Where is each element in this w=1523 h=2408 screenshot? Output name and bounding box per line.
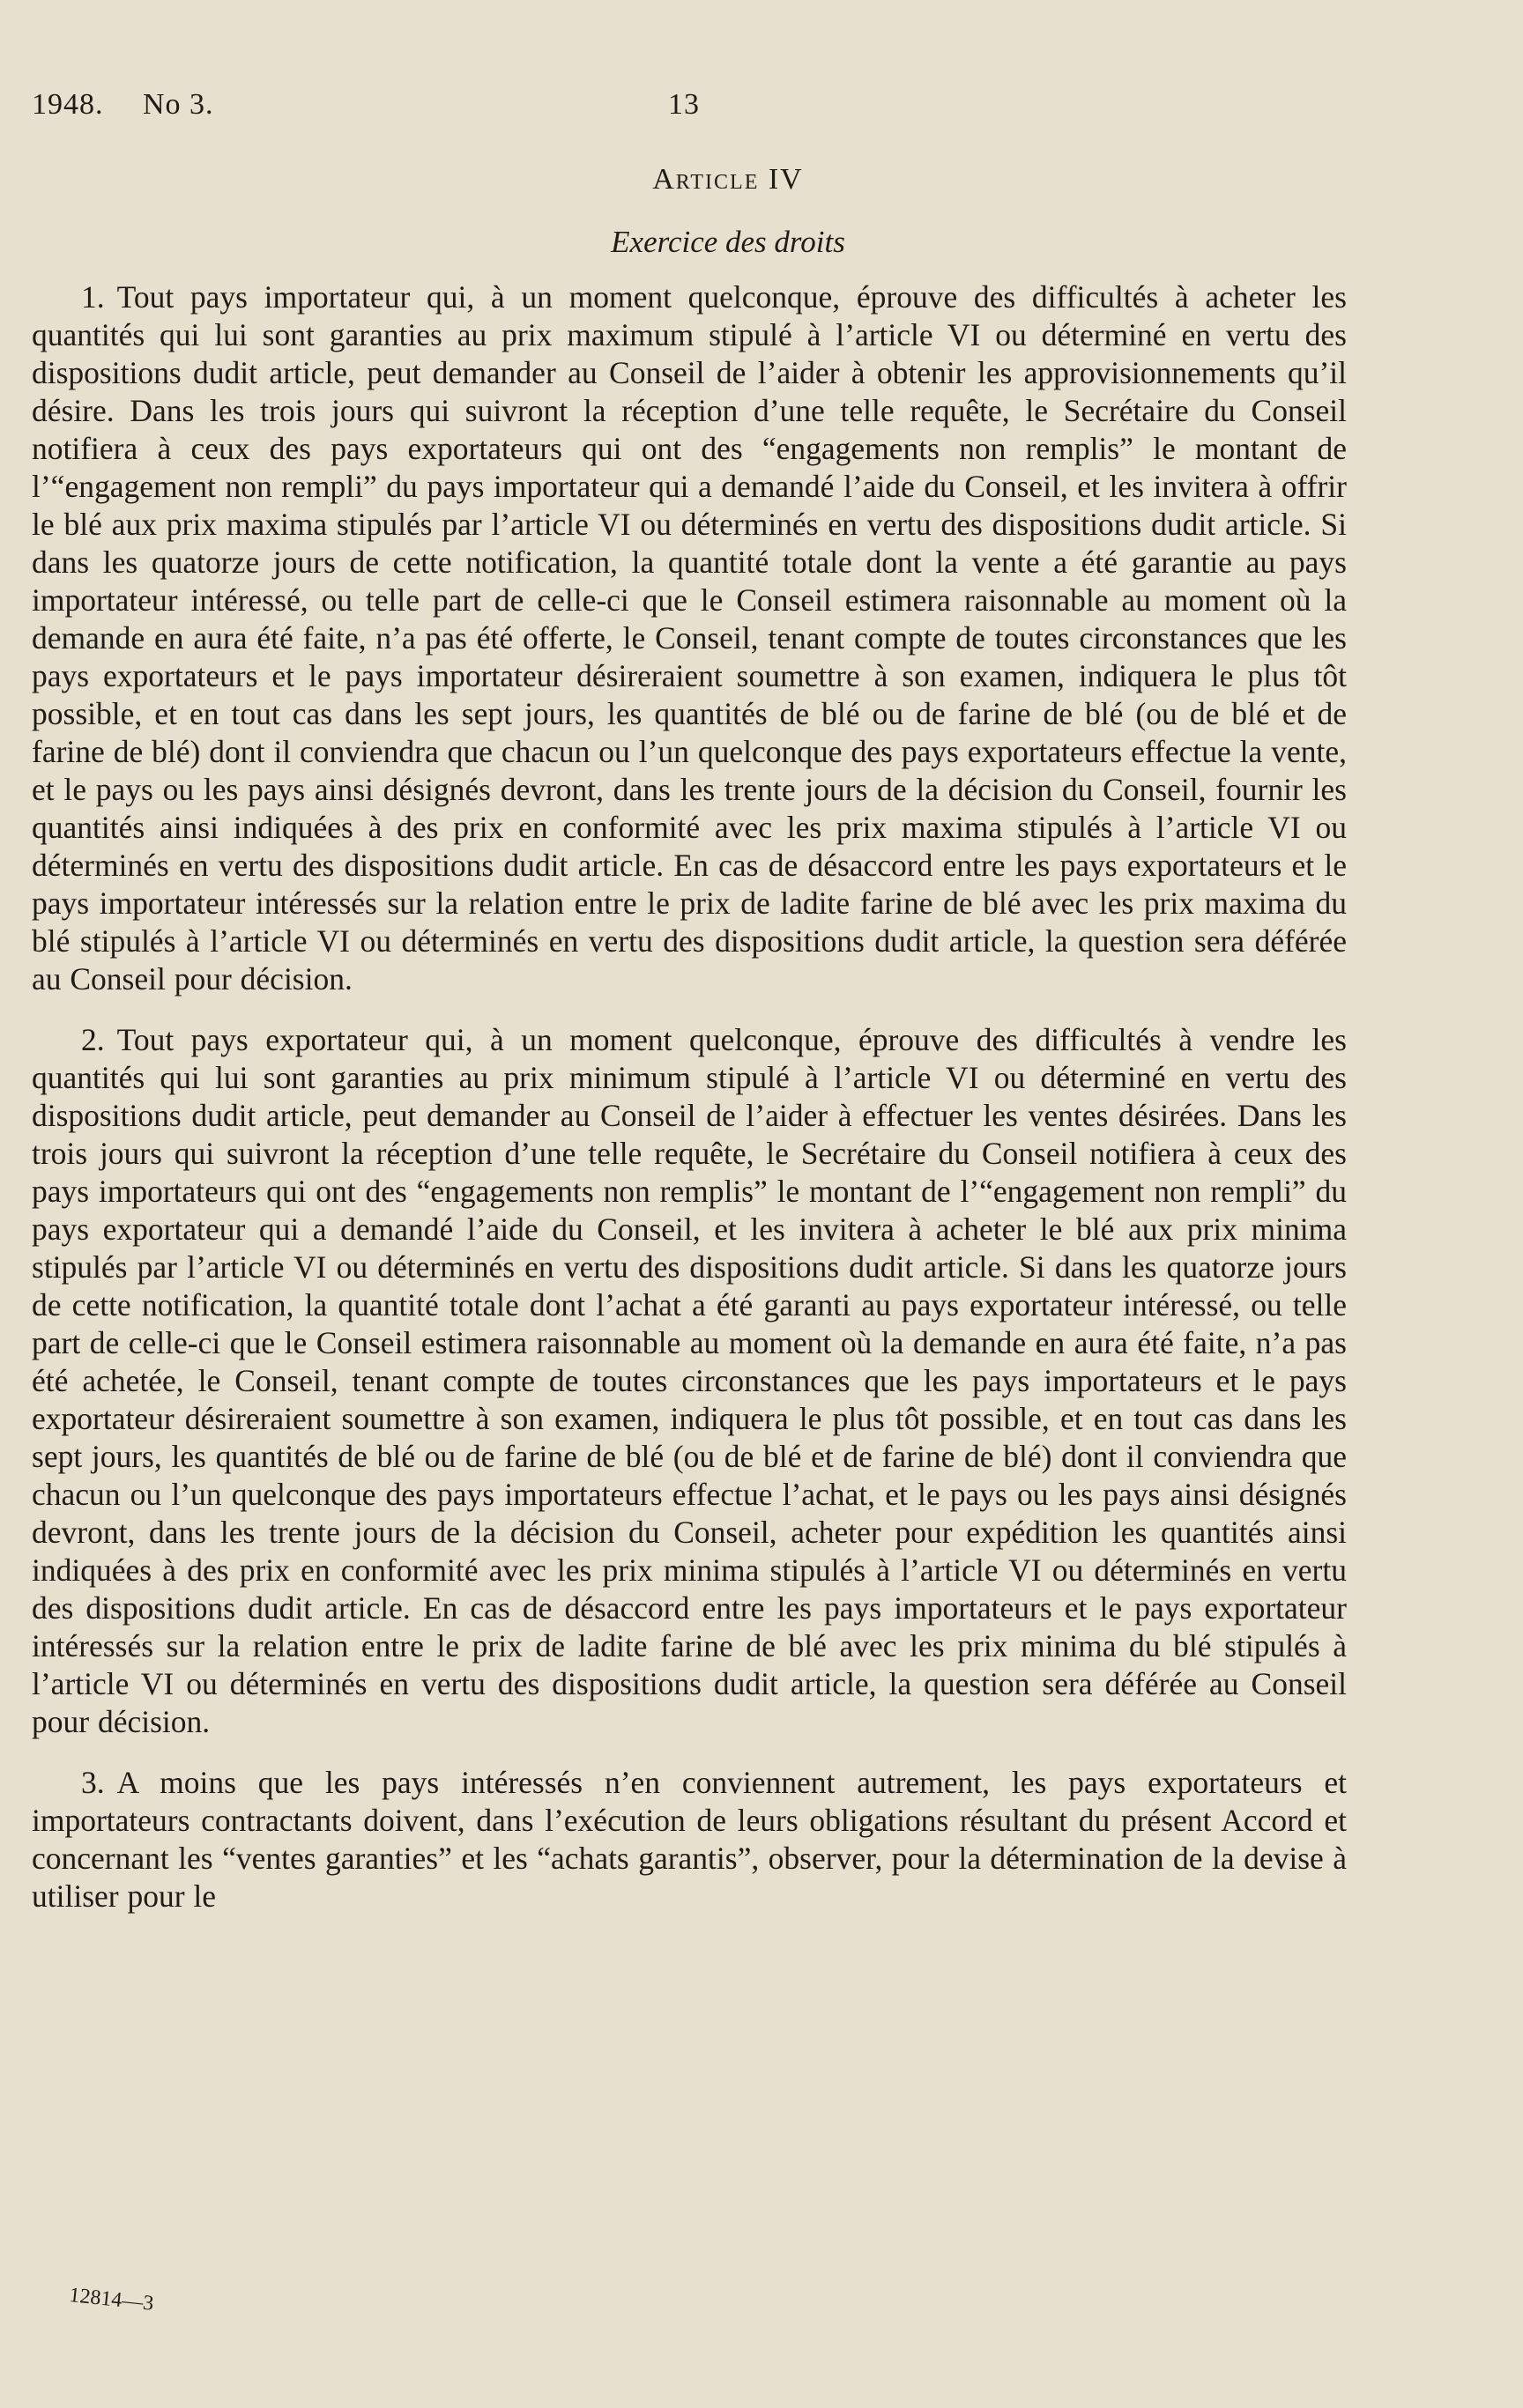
header-year: 1948. <box>32 88 104 121</box>
section-subtitle: Exercice des droits <box>611 225 845 259</box>
printer-code: 12814—3 <box>68 2284 155 2315</box>
paragraph-text: Tout pays importateur qui, à un moment quelconque, éprouve des difficultés à acheter les quantités qui lui sont garanties au prix maximum stipulé à l’article VI ou déterminé en vertu des dispositions dudit article, peut demander au Conseil de l’aider à obtenir les approvisionnements qu’il désire. Dans les trois jours qui suivront la réception d’une telle requête, le Secrétaire du Conseil notifiera à ceux des pays exportateurs qui ont des “engagements non remplis” le montant de l’“engagement non rempli” du pays importateur qui a demandé l’aide du Conseil, et les invitera à offrir le blé aux prix maxima stipulés par l’article VI ou déterminés en vertu des dispositions dudit article. Si dans les quatorze jours de cette notification, la quantité totale dont la vente a été garantie au pays importateur intéressé, ou telle part de celle-ci que le Conseil estimera raisonnable au moment où la demande en aura été faite, n’a pas été offerte, le Conseil, tenant compte de toutes circonstances que les pays exportateurs et le pays importateur désireraient soumettre à son examen, indiquera le plus tôt possible, et en tout cas dans les sept jours, les quantités de blé ou de farine de blé (ou de blé et de farine de blé) dont il conviendra que chacun ou l’un quelconque des pays exportateurs effectue la vente, et le pays ou les pays ainsi désignés devront, dans les trente jours de la décision du Conseil, fournir les quantités ainsi indiquées à des prix en conformité avec les prix maxima stipulés à l’article VI ou déterminés en vertu des dispositions dudit article. En cas de désaccord entre les pays exportateurs et le pays importateur intéressés sur la relation entre le prix de ladite farine de blé avec les prix maxima du blé stipulés à l’article VI ou déterminés en vertu des dispositions dudit article, la question sera déférée au Conseil pour décision. <box>32 279 1347 997</box>
paragraph-2 <box>32 1021 1347 1741</box>
paragraph-text: A moins que les pays intéressés n’en conviennent autrement, les pays exportateurs et importateurs contractants doivent, dans l’exécution de leurs obligations résultant du présent Accord et concernant les “ventes garanties” et les “achats garantis”, observer, pour la détermination de la devise à utiliser pour le <box>32 1765 1347 1914</box>
paragraph-number: 1. <box>81 279 105 315</box>
body-text <box>32 278 1347 1938</box>
paragraph-1 <box>32 278 1347 998</box>
paragraph-number: 2. <box>81 1022 105 1057</box>
page-number: 13 <box>668 88 700 121</box>
running-head <box>32 88 1424 132</box>
article-title: Article IV <box>652 163 804 196</box>
paragraph-text: Tout pays exportateur qui, à un moment quelconque, éprouve des difficultés à vendre les quantités qui lui sont garanties au prix minimum stipulé à l’article VI ou déterminé en vertu des dispositions dudit article, peut demander au Conseil de l’aider à effectuer les ventes désirées. Dans les trois jours qui suivront la réception d’une telle requête, le Secrétaire du Conseil notifiera à ceux des pays importateurs qui ont des “engagements non remplis” le montant de l’“engagement non rempli” du pays exportateur qui a demandé l’aide du Conseil, et les invitera à acheter le blé aux prix minima stipulés par l’article VI ou déterminés en vertu des dispositions dudit article. Si dans les quatorze jours de cette notification, la quantité totale dont l’achat a été garanti au pays exportateur intéressé, ou telle part de celle-ci que le Conseil estimera raisonnable au moment où la demande en aura été faite, n’a pas été achetée, le Conseil, tenant compte de toutes circonstances que les pays importateurs et le pays exportateur désireraient soumettre à son examen, indiquera le plus tôt possible, et en tout cas dans les sept jours, les quantités de blé ou de farine de blé (ou de blé et de farine de blé) dont il conviendra que chacun ou l’un quelconque des pays importateurs effectue l’achat, et le pays ou les pays ainsi désignés devront, dans les trente jours de la décision du Conseil, acheter pour expédition les quantités ainsi indiquées à des prix en conformité avec les prix minima stipulés à l’article VI ou déterminés en vertu des dispositions dudit article. En cas de désaccord entre les pays importateurs et le pays exportateur intéressés sur la relation entre le prix de ladite farine de blé avec les prix minima du blé stipulés à l’article VI ou déterminés en vertu des dispositions dudit article, la question sera déférée au Conseil pour décision. <box>32 1022 1347 1739</box>
paragraph-3 <box>32 1764 1347 1915</box>
paragraph-number: 3. <box>81 1765 105 1800</box>
header-number: No 3. <box>143 88 214 121</box>
